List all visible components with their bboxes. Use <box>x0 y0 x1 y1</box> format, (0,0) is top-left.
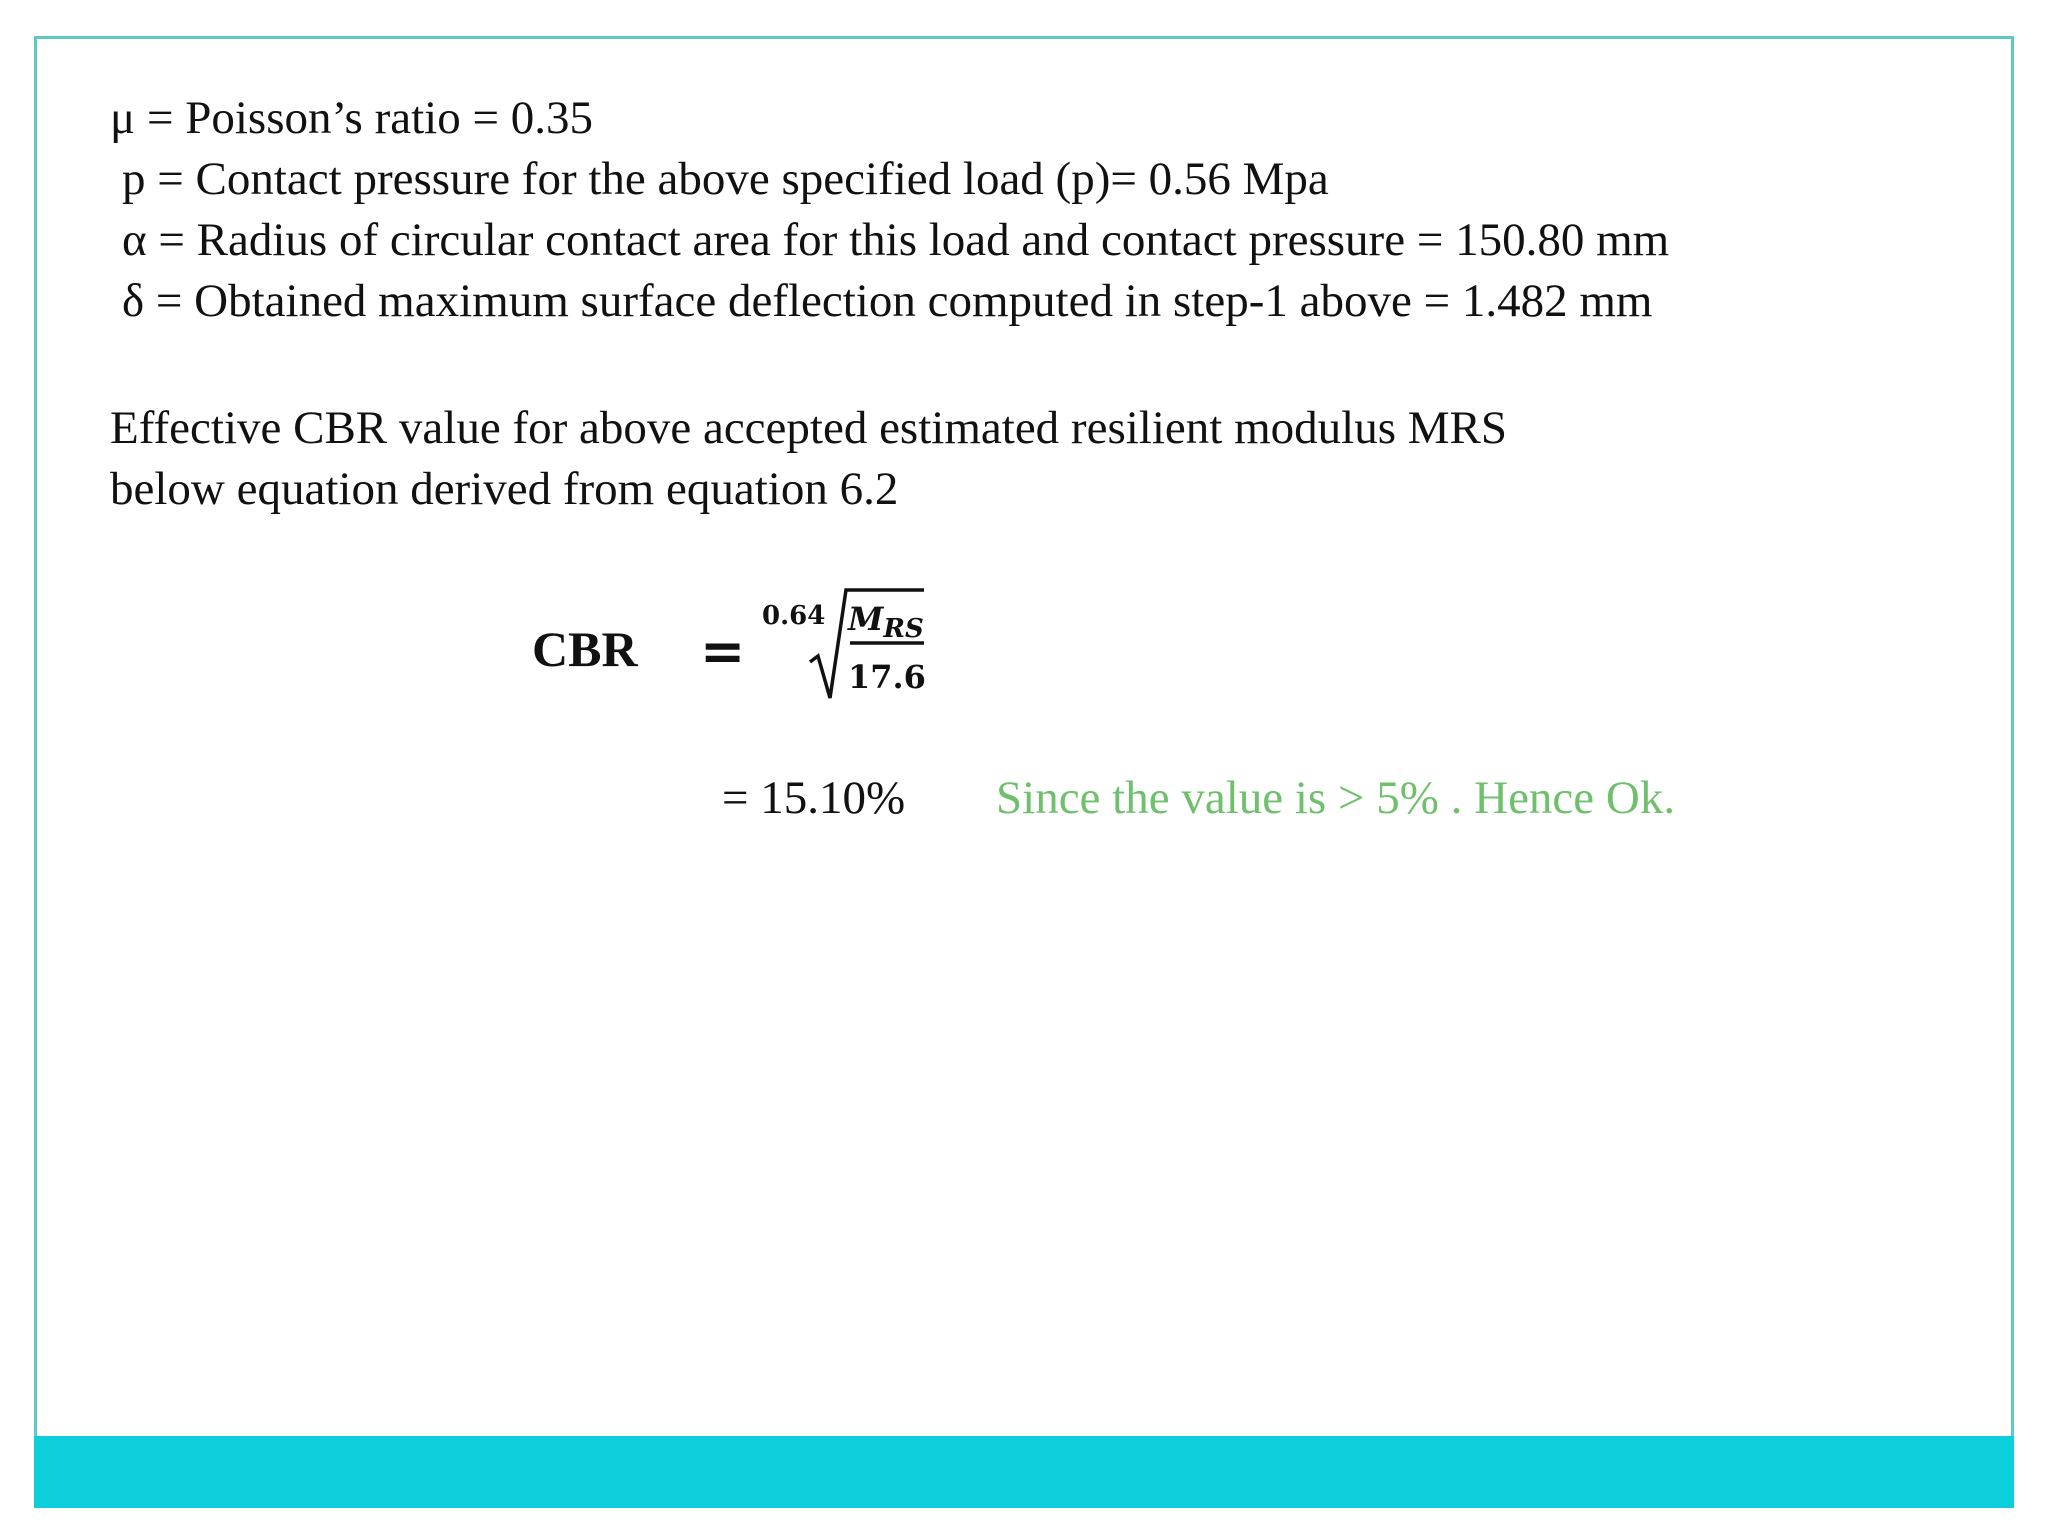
definition-poisson: μ = Poisson’s ratio = 0.35 <box>110 92 593 144</box>
formula-lhs: CBR <box>532 621 638 677</box>
paragraph-line-1: Effective CBR value for above accepted estimated resilient modulus MRS <box>110 402 1508 454</box>
result-value: = 15.10% <box>722 772 906 824</box>
paragraph-line-2: below equation derived from equation 6.2 <box>110 463 899 515</box>
footer-bar <box>34 1436 2014 1508</box>
formula-equals: = <box>700 620 746 683</box>
definitions-list <box>110 88 1669 332</box>
definition-deflection: δ = Obtained maximum surface deflection computed in step-1 above = 1.482 mm <box>122 275 1653 327</box>
definition-pressure: p = Contact pressure for the above specified load (p)= 0.56 Mpa <box>122 153 1329 205</box>
fraction-denominator: 17.6 <box>848 658 926 696</box>
result-check-text: Since the value is > 5% . Hence Ok. <box>996 772 1676 824</box>
fraction-numerator <box>848 600 924 644</box>
cbr-paragraph <box>110 398 1507 520</box>
numerator-main: M <box>848 600 884 638</box>
root-index: 0.64 <box>762 601 826 631</box>
definition-radius: α = Radius of circular contact area for this load and contact pressure = 150.80 mm <box>122 214 1670 266</box>
numerator-subscript: RS <box>883 614 924 644</box>
